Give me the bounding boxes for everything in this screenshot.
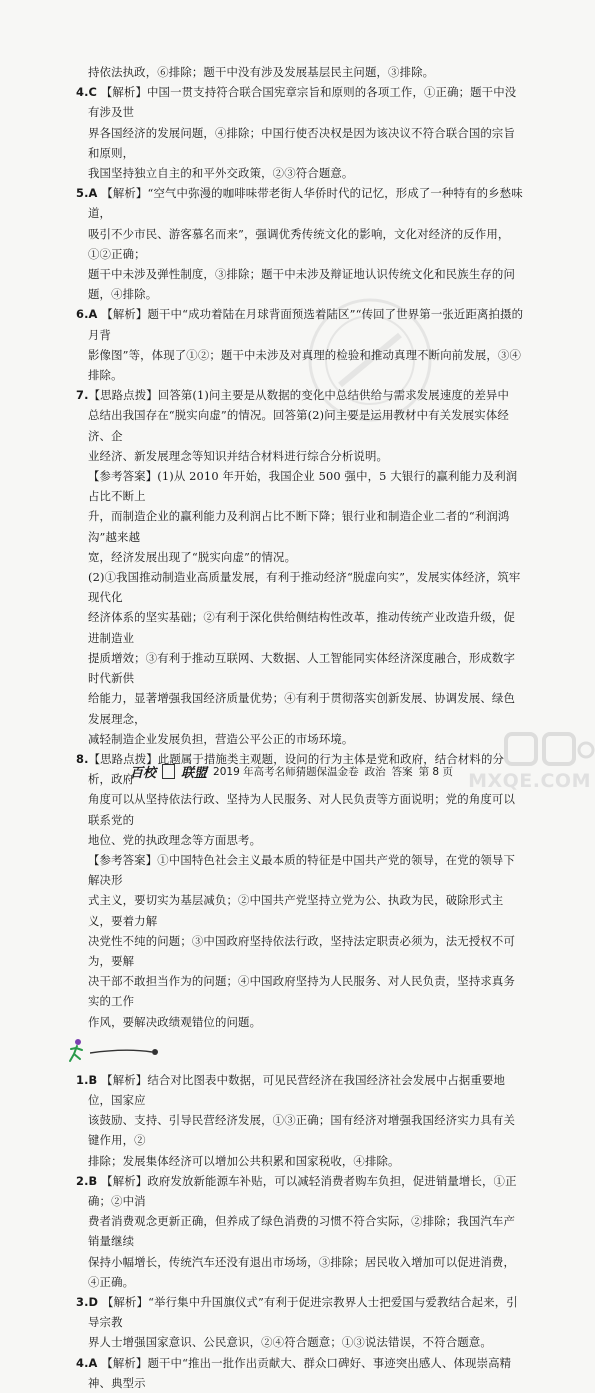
answer-item-s4 (76, 1353, 526, 1393)
text-line: 【思路点拨】此题属于措施类主观题，设问的行为主体是党和政府，结合材料的分析，政府 (88, 751, 505, 787)
text-line: 该鼓励、支持、引导民营经济发展，①③正确；国有经济对增强我国经济实力具有关键作用，② (88, 1113, 516, 1148)
answer-item-s3 (76, 1292, 526, 1332)
item-number: 2.B (76, 1173, 98, 1188)
text-line: 【解析】结合对比图表中数据，可见民营经济在我国经济社会发展中占据重要地位，国家应 (88, 1072, 506, 1107)
text-line: 【参考答案】(1)从 2010 年开始，我国企业 500 强中，5 大银行的赢利能力及利润占比不断上 (88, 469, 518, 504)
text-line: 费者消费观念更新正确，但养成了绿色消费的习惯不符合实际，②排除；我国汽车产销量继续 (88, 1214, 516, 1249)
text-line: 减轻制造企业发展负担，营造公平公正的市场环境。 (88, 731, 354, 746)
item-number: 4.A (76, 1355, 98, 1370)
text-line: 题干中未涉及弹性制度，③排除；题干中未涉及辩证地认识传统文化和民族生存的问题，④排除。 (88, 267, 516, 302)
item-number: 3.D (76, 1294, 99, 1309)
answer-item-s1 (76, 1070, 526, 1110)
text-line: 【解析】中国一贯支持符合联合国宪章宗旨和原则的各项工作，①正确；题干中没有涉及世 (88, 85, 517, 120)
running-figure-icon (68, 1037, 86, 1065)
answer-item-6 (76, 304, 526, 344)
text-line: 【解析】题干中“成功着陆在月球背面预选着陆区”“传回了世界第一张近距离拍摄的月背 (88, 307, 524, 342)
watermark-logo-icon (500, 728, 595, 772)
item-number: 1.B (76, 1072, 98, 1087)
text-line: 持依法执政，⑥排除；题干中没有涉及发展基层民主问题，③排除。 (88, 65, 435, 79)
text-line: 【思路点拨】回答第(1)问主要是从数据的变化中总结供给与需求发展速度的差异中 (88, 388, 510, 403)
text-line: 我国坚持独立自主的和平外交政策，②③符合题意。 (88, 166, 354, 181)
text-line: 角度可以从坚持依法行政、坚持为人民服务、对人民负责等方面说明；党的角度可以联系党的 (88, 792, 516, 827)
brand-logo-icon (162, 764, 175, 779)
answer-item-s2 (76, 1171, 526, 1211)
text-line: 【解析】“空气中弥漫的咖啡味带老街人华侨时代的记忆，形成了一种特有的乡愁味道， (88, 186, 523, 221)
text-line: 界人士增强国家意识、公民意识，②④符合题意；①③说法错误，不符合题意。 (88, 1335, 492, 1350)
text-line: 式主义，要切实为基层减负；②中国共产党坚持立党为公、执政为民，破除形式主义，要着力解 (88, 893, 504, 928)
text-line: 决干部不敢担当作为的问题；④中国政府坚持为人民服务、对人民负责，坚持求真务实的工作 (88, 974, 516, 1009)
text-line: 提质增效；③有利于推动互联网、大数据、人工智能同实体经济深度融合，形成数字时代新供 (88, 650, 516, 686)
text-line: 升，而制造企业的赢利能力及利润占比不断下降；银行业和制造企业二者的“利润鸿沟”越来越 (88, 509, 510, 544)
text-line: 【解析】题干中“推出一批作出贡献大、群众口碑好、事迹突出感人、体现崇高精神、典型示 (88, 1355, 512, 1390)
answer-content (76, 62, 526, 1393)
text-line: 【解析】政府发放新能源车补贴，可以减轻消费者购车负担，促进销量增长，①正确；②中消 (88, 1173, 517, 1208)
text-line: 宽，经济发展出现了“脱实向虚”的情况。 (88, 549, 297, 564)
answer-item-7 (76, 385, 526, 405)
text-line: 【参考答案】①中国特色社会主义最本质的特征是中国共产党的领导，在党的领导下解决形 (88, 852, 516, 888)
footer-title: 2019 年高考名师猜题保温金卷 (213, 766, 359, 778)
item-number: 5.A (76, 186, 98, 201)
section-day-header (68, 1036, 526, 1066)
text-line: 地位、党的执政理念等方面思考。 (88, 832, 262, 847)
footer-brand-b: 联盟 (181, 766, 208, 781)
answer-item-5 (76, 183, 526, 223)
corner-watermark (468, 728, 595, 794)
text-line: 决党性不纯的问题；③中国政府坚持依法行政，坚持法定职责必须为，法无授权不可为，要解 (88, 933, 516, 968)
watermark-text: MXQE.COM (468, 770, 591, 792)
item-number: 8. (76, 751, 89, 766)
footer-subject: 政治 (364, 766, 386, 778)
item-number: 7. (76, 388, 89, 403)
text-line: 作风，要解决政绩观错位的问题。 (88, 1014, 262, 1029)
footer-kind: 答案 (391, 766, 413, 778)
text-line: (2)①我国推动制造业高质量发展，有利于推动经济“脱虚向实”，发展实体经济，筑牢现代化 (88, 570, 521, 605)
text-line: 界各国经济的发展问题，④排除；中国行使否决权是因为该决议不符合联合国的宗旨和原则， (88, 125, 516, 160)
text-line: 【解析】“举行集中升国旗仪式”有利于促进宗教界人士把爱国与爱教结合起来，引导宗教 (88, 1294, 518, 1330)
text-line: 吸引不少市民、游客慕名而来”，强调优秀传统文化的影响，文化对经济的反作用，①②正确； (88, 226, 510, 261)
text-line: 影像图”等，体现了①②；题干中未涉及对真理的检验和推动真理不断向前发展，③④排除。 (88, 347, 521, 383)
decorative-underline-icon (90, 1046, 160, 1056)
text-line: 保持小幅增长，传统汽车还没有退出市场场，③排除；居民收入增加可以促进消费，④正确。 (88, 1254, 516, 1289)
page-footer (130, 762, 490, 781)
footer-brand-a: 百校 (130, 766, 157, 781)
text-line: 经济体系的坚实基础；②有利于深化供给侧结构性改革，推动传统产业改造升级，促进制造业 (88, 610, 516, 645)
item-number: 4.C (76, 85, 98, 100)
text-line: 排除；发展集体经济可以增加公共积累和国家税收，④排除。 (88, 1153, 400, 1168)
answer-item-4 (76, 82, 526, 122)
text-line: 给能力，显著增强我国经济质量优势；④有利于贯彻落实创新发展、协调发展、绿色发展理念， (88, 691, 516, 726)
item-number: 6.A (76, 307, 98, 322)
text-line: 业经济、新发展理念等知识并结合材料进行综合分析说明。 (88, 448, 389, 463)
footer-page-number: 第 8 页 (418, 766, 453, 778)
text-line: 总结出我国存在“脱实向虚”的情况。回答第(2)问主要是运用教材中有关发展实体经济、企 (88, 408, 509, 443)
